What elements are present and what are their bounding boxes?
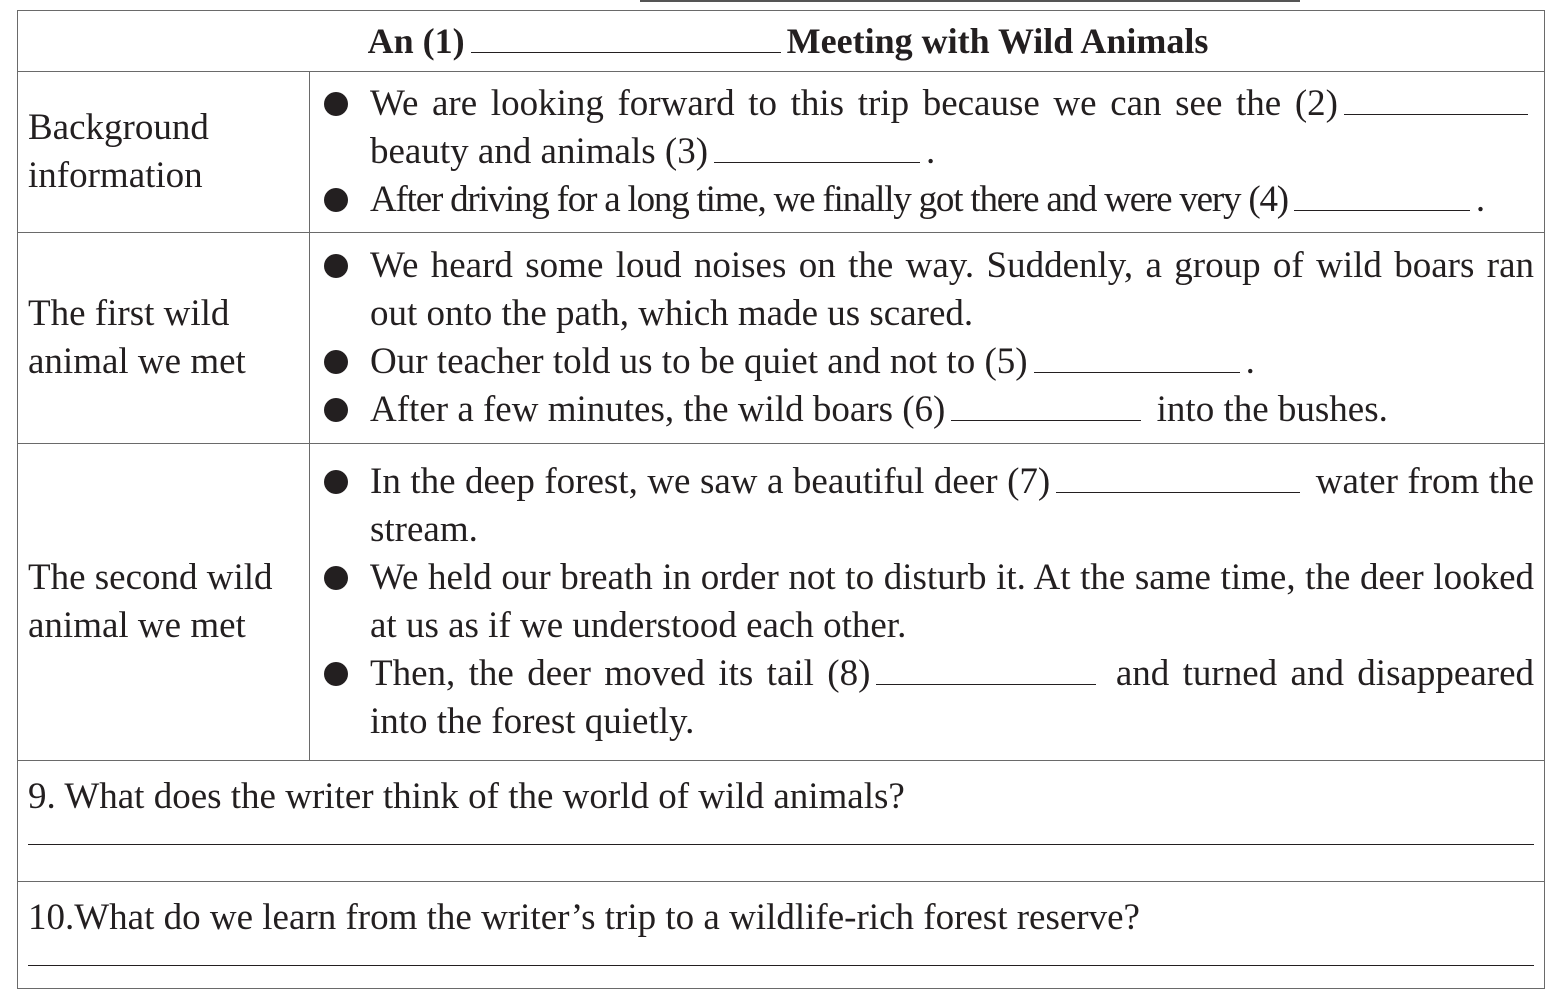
bullet-dot-icon [324,662,348,686]
bullet-item [322,80,1534,176]
first-animal-row [18,233,1545,444]
bullet-text: . [1245,341,1255,382]
blank-3[interactable] [714,161,920,163]
blank-6[interactable] [951,419,1141,421]
bullet-text: After driving for a long time, we finally got there and were very (4) [370,179,1288,220]
bullet-dot-icon [324,470,348,494]
question-10-row [18,882,1545,989]
bullet-list [310,72,1544,232]
bullet-text: into the bushes. [1156,389,1388,430]
question-9-text: 9. What does the writer think of the world of wild animals? [28,776,905,817]
bullet-dot-icon [324,398,348,422]
bullet-dot-icon [324,350,348,374]
bullet-dot-icon [324,92,348,116]
blank-2[interactable] [1344,113,1528,115]
bullet-dot-icon [324,254,348,278]
background-content [310,72,1545,233]
graphic-organizer-table [17,10,1545,989]
second-animal-row [18,444,1545,761]
blank-8[interactable] [876,683,1096,685]
bullet-list [310,450,1544,754]
background-row [18,72,1545,233]
blank-1[interactable] [471,51,781,53]
bullet-item [322,386,1534,434]
label-line: information [28,155,203,196]
bullet-text: . [1475,179,1486,220]
title-suffix: Meeting with Wild Animals [786,21,1209,61]
row-label-first-animal [18,233,310,444]
bullet-text: In the deep forest, we saw a beautiful deer (7) [370,461,1051,502]
bullet-text: After a few minutes, the wild boars (6) [370,389,946,430]
answer-line-9[interactable] [28,843,1534,845]
cropped-instruction-line [640,0,1300,2]
bullet-text: Then, the deer moved its tail (8) [370,653,871,694]
table-title [354,20,1209,62]
title-row [18,11,1545,72]
bullet-text: beauty and animals (3) [370,131,709,172]
bullet-item [322,554,1534,650]
question-10-cell [18,882,1545,989]
second-animal-content [310,444,1545,761]
bullet-text: . [926,131,936,172]
bullet-item [322,176,1534,224]
bullet-text: We held our breath in order not to disturb it. At the same time, the deer looked at us as if we understood each other. [370,557,1534,646]
blank-7[interactable] [1056,491,1300,493]
blank-5[interactable] [1034,371,1240,373]
bullet-text: Our teacher told us to be quiet and not to (5) [370,341,1028,382]
bullet-item [322,242,1534,338]
blank-4[interactable] [1294,209,1470,211]
bullet-list [310,234,1544,442]
label-line: animal we met [28,341,246,382]
bullet-text: We are looking forward to this trip because we can see the (2) [370,83,1338,124]
row-label-background [18,72,310,233]
question-9-row [18,761,1545,882]
bullet-item [322,338,1534,386]
answer-line-10[interactable] [28,964,1534,966]
bullet-text: and turned and disappeared into the forest quietly. [370,653,1535,742]
bullet-text: water from the stream. [370,461,1534,550]
bullet-item [322,650,1534,746]
first-animal-content [310,233,1545,444]
bullet-dot-icon [324,566,348,590]
title-cell [18,11,1545,72]
bullet-text: We heard some loud noises on the way. Suddenly, a group of wild boars ran out onto the path, which made us scared. [370,245,1534,334]
bullet-dot-icon [324,188,348,212]
question-9-cell [18,761,1545,882]
question-10-text: 10.What do we learn from the writer’s trip to a wildlife-rich forest reserve? [28,897,1140,938]
label-line: The second wild [28,557,273,598]
label-line: The first wild [28,293,230,334]
bullet-item [322,458,1534,554]
title-prefix: An (1) [367,21,465,61]
row-label-second-animal [18,444,310,761]
label-line: animal we met [28,605,246,646]
label-line: Background [28,107,209,148]
